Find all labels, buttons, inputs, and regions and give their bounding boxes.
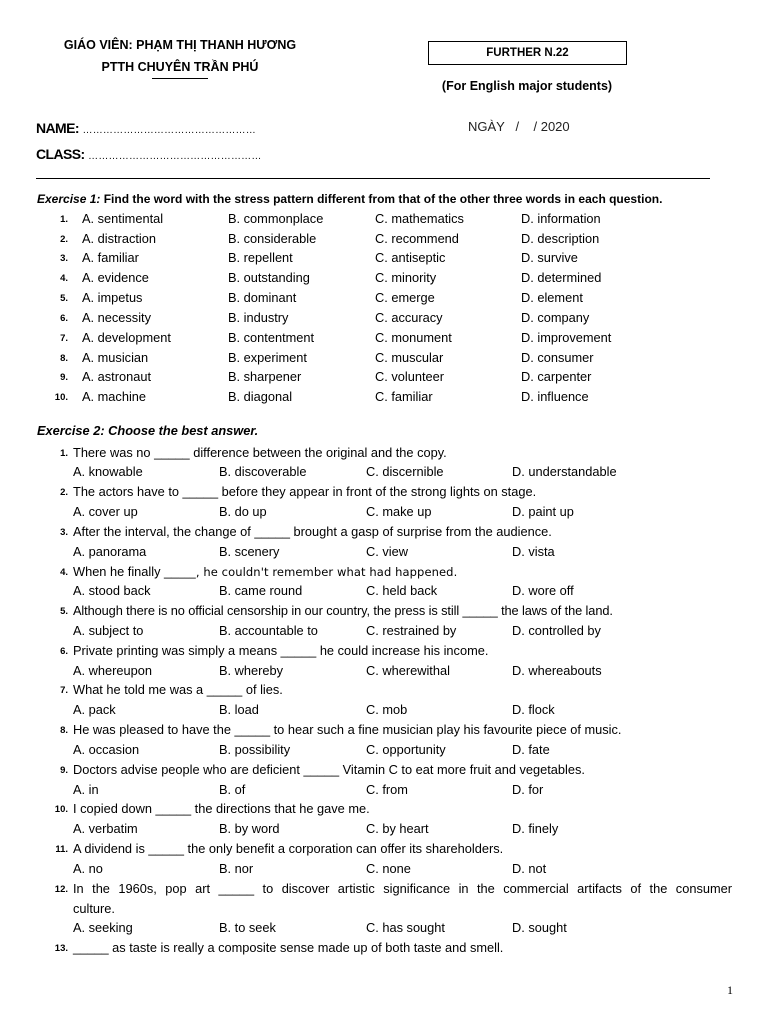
ex2-question-9-options bbox=[36, 782, 716, 802]
date-field: NGÀY / / 2020 bbox=[468, 119, 570, 134]
question-number: 11. bbox=[55, 844, 68, 855]
option-c: C. has sought bbox=[366, 920, 445, 935]
ex2-question-6-stem bbox=[36, 643, 732, 663]
question-text: After the interval, the change of _____ brought a gasp of surprise from the audience. bbox=[73, 524, 552, 539]
question-number: 10. bbox=[54, 804, 68, 815]
option-b: B. outstanding bbox=[228, 270, 310, 285]
question-text: There was no _____ difference between the original and the copy. bbox=[73, 445, 447, 460]
option-d: D. controlled by bbox=[512, 623, 601, 638]
ex1-question-10 bbox=[36, 389, 716, 409]
class-dots: …………………………………………… bbox=[88, 151, 262, 162]
option-c: C. minority bbox=[375, 270, 437, 285]
ex1-question-1 bbox=[36, 211, 716, 231]
option-b: B. sharpener bbox=[228, 369, 302, 384]
option-c: C. restrained by bbox=[366, 623, 457, 638]
ex2-question-9-stem bbox=[36, 762, 732, 782]
question-number: 3. bbox=[60, 253, 68, 264]
page-number: 1 bbox=[727, 983, 733, 997]
ex1-question-7 bbox=[36, 330, 716, 350]
ex2-question-3-stem bbox=[36, 524, 732, 544]
exercise2-title: Exercise 2: Choose the best answer. bbox=[37, 423, 259, 438]
option-d: D. paint up bbox=[512, 504, 574, 519]
ex2-question-12-options bbox=[36, 920, 716, 940]
option-d: D. wore off bbox=[512, 583, 574, 598]
option-a: A. occasion bbox=[73, 742, 140, 757]
question-number: 5. bbox=[60, 293, 68, 304]
ex1-question-8 bbox=[36, 350, 716, 370]
option-a: A. development bbox=[82, 330, 171, 345]
option-a: A. in bbox=[73, 782, 99, 797]
ex2-question-6-options bbox=[36, 663, 716, 683]
option-a: A. knowable bbox=[73, 464, 143, 479]
question-number: 9. bbox=[60, 765, 68, 776]
option-b: B. dominant bbox=[228, 290, 297, 305]
question-number: 3. bbox=[60, 527, 68, 538]
question-number: 4. bbox=[60, 273, 68, 284]
ex1-question-4 bbox=[36, 270, 716, 290]
option-c: C. held back bbox=[366, 583, 438, 598]
question-text-part-2: ___, he couldn't remember what had happened. bbox=[178, 565, 458, 579]
question-text: A dividend is _____ the only benefit a corporation can offer its shareholders. bbox=[73, 841, 504, 856]
question-text: Although there is no official censorship in our country, the press is still _____ the laws of the land. bbox=[73, 603, 613, 618]
option-d: D. improvement bbox=[521, 330, 612, 345]
ex2-question-10-options bbox=[36, 821, 716, 841]
ex2-question-12-stem-continued: culture. bbox=[73, 901, 115, 916]
option-a: A. musician bbox=[82, 350, 149, 365]
option-a: A. whereupon bbox=[73, 663, 152, 678]
option-c: C. discernible bbox=[366, 464, 444, 479]
option-c: C. emerge bbox=[375, 290, 435, 305]
option-a: A. impetus bbox=[82, 290, 143, 305]
option-c: C. make up bbox=[366, 504, 432, 519]
option-c: C. opportunity bbox=[366, 742, 446, 757]
option-d: D. not bbox=[512, 861, 547, 876]
option-d: D. carpenter bbox=[521, 369, 592, 384]
ex2-question-3-options bbox=[36, 544, 716, 564]
option-a: A. sentimental bbox=[82, 211, 164, 226]
option-d: D. vista bbox=[512, 544, 555, 559]
class-field bbox=[36, 146, 262, 162]
option-d: D. information bbox=[521, 211, 601, 226]
question-text: He was pleased to have the _____ to hear such a fine musician play his favourite piece of music. bbox=[73, 722, 622, 737]
question-number: 1. bbox=[60, 214, 68, 225]
option-a: A. no bbox=[73, 861, 103, 876]
option-a: A. panorama bbox=[73, 544, 147, 559]
teacher-name: GIÁO VIÊN: PHẠM THỊ THANH HƯƠNG bbox=[63, 38, 297, 52]
option-d: D. understandable bbox=[512, 464, 617, 479]
audience-note: (For English major students) bbox=[441, 79, 613, 93]
question-text-part-1: When he finally __ bbox=[73, 564, 179, 579]
option-d: D. consumer bbox=[521, 350, 594, 365]
question-number: 2. bbox=[60, 234, 68, 245]
question-text: _____ as taste is really a composite sense made up of both taste and smell. bbox=[73, 940, 504, 955]
option-c: C. recommend bbox=[375, 231, 459, 246]
option-c: C. mob bbox=[366, 702, 408, 717]
name-label: NAME: bbox=[36, 120, 79, 136]
question-number: 7. bbox=[60, 333, 68, 344]
question-number: 5. bbox=[60, 606, 68, 617]
option-d: D. element bbox=[521, 290, 583, 305]
ex2-question-4-options bbox=[36, 583, 716, 603]
ex2-question-5-options bbox=[36, 623, 716, 643]
question-text: I copied down _____ the directions that he gave me. bbox=[73, 801, 370, 816]
ex2-question-11-stem bbox=[36, 841, 732, 861]
option-b: B. experiment bbox=[228, 350, 307, 365]
option-a: A. subject to bbox=[73, 623, 144, 638]
option-c: C. mathematics bbox=[375, 211, 464, 226]
question-number: 7. bbox=[60, 685, 68, 696]
option-c: C. wherewithal bbox=[366, 663, 450, 678]
option-a: A. pack bbox=[73, 702, 116, 717]
option-a: A. stood back bbox=[73, 583, 151, 598]
option-d: D. flock bbox=[512, 702, 555, 717]
ex1-question-5 bbox=[36, 290, 716, 310]
ex2-question-11-options bbox=[36, 861, 716, 881]
ex2-question-10-stem bbox=[36, 801, 732, 821]
option-b: B. load bbox=[219, 702, 259, 717]
option-d: D. for bbox=[512, 782, 544, 797]
option-c: C. monument bbox=[375, 330, 452, 345]
option-b: B. industry bbox=[228, 310, 289, 325]
option-b: B. contentment bbox=[228, 330, 315, 345]
option-a: A. machine bbox=[82, 389, 147, 404]
question-number: 8. bbox=[60, 353, 68, 364]
exercise1-instruction: Find the word with the stress pattern different from that of the other three words in each question. bbox=[100, 192, 663, 206]
class-label: CLASS: bbox=[36, 146, 85, 162]
question-number: 1. bbox=[60, 448, 68, 459]
option-d: D. influence bbox=[521, 389, 589, 404]
option-b: B. whereby bbox=[219, 663, 284, 678]
ex1-question-3 bbox=[36, 250, 716, 270]
option-b: B. nor bbox=[219, 861, 254, 876]
ex2-question-8-stem bbox=[36, 722, 732, 742]
question-number: 6. bbox=[60, 313, 68, 324]
option-d: D. sought bbox=[512, 920, 567, 935]
option-b: B. repellent bbox=[228, 250, 293, 265]
option-c: C. muscular bbox=[375, 350, 444, 365]
ex2-question-7-options bbox=[36, 702, 716, 722]
question-text: Private printing was simply a means _____ he could increase his income. bbox=[73, 643, 489, 658]
option-a: A. familiar bbox=[82, 250, 139, 265]
question-number: 4. bbox=[60, 567, 68, 578]
question-number: 6. bbox=[60, 646, 68, 657]
option-c: C. by heart bbox=[366, 821, 429, 836]
question-text: The actors have to _____ before they appear in front of the strong lights on stage. bbox=[73, 484, 537, 499]
option-b: B. came round bbox=[219, 583, 303, 598]
option-d: D. finely bbox=[512, 821, 559, 836]
question-text bbox=[73, 564, 732, 579]
ex2-question-12-stem bbox=[36, 881, 732, 901]
option-a: A. seeking bbox=[73, 920, 133, 935]
question-number: 9. bbox=[60, 372, 68, 383]
further-code-box: FURTHER N.22 bbox=[428, 41, 627, 65]
question-number: 8. bbox=[60, 725, 68, 736]
exercise1-title bbox=[37, 192, 662, 206]
question-text: In the 1960s, pop art _____ to discover artistic significance in the commercial artifacts of the consumer bbox=[73, 881, 732, 896]
option-c: C. volunteer bbox=[375, 369, 444, 384]
ex2-question-7-stem bbox=[36, 682, 732, 702]
option-d: D. whereabouts bbox=[512, 663, 602, 678]
ex2-question-2-options bbox=[36, 504, 716, 524]
option-d: D. description bbox=[521, 231, 600, 246]
question-text: What he told me was a _____ of lies. bbox=[73, 682, 283, 697]
question-number: 2. bbox=[60, 487, 68, 498]
ex2-question-1-options bbox=[36, 464, 716, 484]
ex2-question-5-stem bbox=[36, 603, 732, 623]
exercise1-label: Exercise 1: bbox=[37, 192, 101, 206]
option-a: A. distraction bbox=[82, 231, 156, 246]
option-a: A. necessity bbox=[82, 310, 151, 325]
ex1-question-9 bbox=[36, 369, 716, 389]
question-number: 10. bbox=[54, 392, 68, 403]
option-a: A. evidence bbox=[82, 270, 149, 285]
option-b: B. do up bbox=[219, 504, 267, 519]
option-c: C. none bbox=[366, 861, 411, 876]
option-b: B. accountable to bbox=[219, 623, 318, 638]
option-c: C. accuracy bbox=[375, 310, 443, 325]
header-divider bbox=[152, 78, 208, 79]
option-b: B. diagonal bbox=[228, 389, 293, 404]
question-number: 12. bbox=[54, 884, 68, 895]
option-c: C. from bbox=[366, 782, 408, 797]
header-rule bbox=[36, 178, 710, 179]
question-number: 13. bbox=[54, 943, 68, 954]
school-name: PTTH CHUYÊN TRẦN PHÚ bbox=[101, 60, 259, 74]
option-b: B. of bbox=[219, 782, 246, 797]
option-b: B. to seek bbox=[219, 920, 276, 935]
option-c: C. view bbox=[366, 544, 408, 559]
question-text: Doctors advise people who are deficient _____ Vitamin C to eat more fruit and vegetables. bbox=[73, 762, 585, 777]
option-d: D. company bbox=[521, 310, 590, 325]
option-b: B. possibility bbox=[219, 742, 291, 757]
option-d: D. survive bbox=[521, 250, 578, 265]
option-c: C. familiar bbox=[375, 389, 433, 404]
ex2-question-8-options bbox=[36, 742, 716, 762]
option-b: B. commonplace bbox=[228, 211, 324, 226]
option-a: A. astronaut bbox=[82, 369, 152, 384]
option-a: A. cover up bbox=[73, 504, 138, 519]
ex2-question-13-stem bbox=[36, 940, 732, 960]
option-d: D. determined bbox=[521, 270, 602, 285]
option-d: D. fate bbox=[512, 742, 550, 757]
option-a: A. verbatim bbox=[73, 821, 138, 836]
option-b: B. scenery bbox=[219, 544, 280, 559]
name-field bbox=[36, 120, 256, 136]
ex2-question-1-stem bbox=[36, 445, 732, 465]
ex1-question-6 bbox=[36, 310, 716, 330]
option-b: B. considerable bbox=[228, 231, 317, 246]
option-b: B. by word bbox=[219, 821, 280, 836]
ex1-question-2 bbox=[36, 231, 716, 251]
option-c: C. antiseptic bbox=[375, 250, 446, 265]
header-left bbox=[30, 34, 330, 79]
option-b: B. discoverable bbox=[219, 464, 307, 479]
ex2-question-2-stem bbox=[36, 484, 732, 504]
ex2-question-4-stem bbox=[36, 564, 732, 584]
name-dots: …………………………………………… bbox=[82, 125, 256, 136]
